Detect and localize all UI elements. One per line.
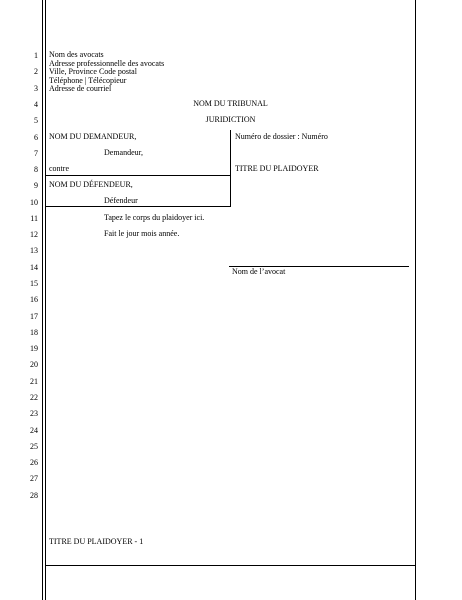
- attorney-signature-name: Nom de l’avocat: [232, 267, 286, 276]
- court-name: NOM DU TRIBUNAL: [193, 99, 268, 108]
- right-margin-rule: [415, 0, 416, 600]
- attorney-city: Ville, Province Code postal: [49, 67, 137, 77]
- left-margin-rule-outer: [42, 0, 43, 600]
- footer-rule: [46, 565, 415, 566]
- line-number: 8: [34, 165, 38, 174]
- line-number: 1: [34, 51, 38, 60]
- line-number: 11: [30, 214, 38, 223]
- line-number: 19: [30, 344, 38, 353]
- court-jurisdiction: JURIDICTION: [205, 115, 256, 124]
- attorney-address: Adresse professionnelle des avocats: [49, 58, 165, 68]
- caption-divider: [46, 175, 231, 176]
- defendant-name: NOM DU DÉFENDEUR,: [49, 180, 133, 189]
- plaintiff-name: NOM DU DEMANDEUR,: [49, 132, 137, 141]
- line-number: 12: [30, 230, 38, 239]
- line-number: 9: [34, 181, 38, 190]
- left-margin-rule-inner: [45, 0, 46, 600]
- line-number: 16: [30, 295, 38, 304]
- line-number: 6: [34, 133, 38, 142]
- line-number: 27: [30, 474, 38, 483]
- line-number: 7: [34, 149, 38, 158]
- plaintiff-role: Demandeur,: [104, 148, 143, 157]
- line-number: 5: [34, 116, 38, 125]
- line-number: 15: [30, 279, 38, 288]
- defendant-role: Défendeur: [104, 196, 138, 205]
- caption-vertical-rule: [230, 130, 231, 207]
- line-number: 2: [34, 67, 38, 76]
- line-number: 28: [30, 491, 38, 500]
- line-number: 13: [30, 246, 38, 255]
- attorney-name: Nom des avocats: [49, 50, 104, 59]
- line-number: 25: [30, 442, 38, 451]
- line-number: 22: [30, 393, 38, 402]
- line-number: 24: [30, 426, 38, 435]
- line-number: 14: [30, 263, 38, 272]
- attorney-email: Adresse de courriel: [49, 84, 112, 94]
- line-number: 4: [34, 100, 38, 109]
- pleading-title: TITRE DU PLAIDOYER: [235, 164, 319, 173]
- versus-text: contre: [49, 164, 69, 173]
- line-number: 18: [30, 328, 38, 337]
- case-number: Numéro de dossier : Numéro: [235, 132, 328, 141]
- line-number: 21: [30, 377, 38, 386]
- line-number: 23: [30, 409, 38, 418]
- line-number: 26: [30, 458, 38, 467]
- line-number: 10: [30, 198, 38, 207]
- attorney-phone-fax: Téléphone | Télécopieur: [49, 75, 127, 85]
- caption-bottom-rule: [46, 206, 231, 207]
- line-number: 3: [34, 84, 38, 93]
- body-paragraph: Tapez le corps du plaidoyer ici.: [104, 213, 205, 222]
- footer-title: TITRE DU PLAIDOYER - 1: [49, 537, 144, 546]
- line-number: 17: [30, 312, 38, 321]
- line-number: 20: [30, 360, 38, 369]
- date-line: Fait le jour mois année.: [104, 229, 180, 238]
